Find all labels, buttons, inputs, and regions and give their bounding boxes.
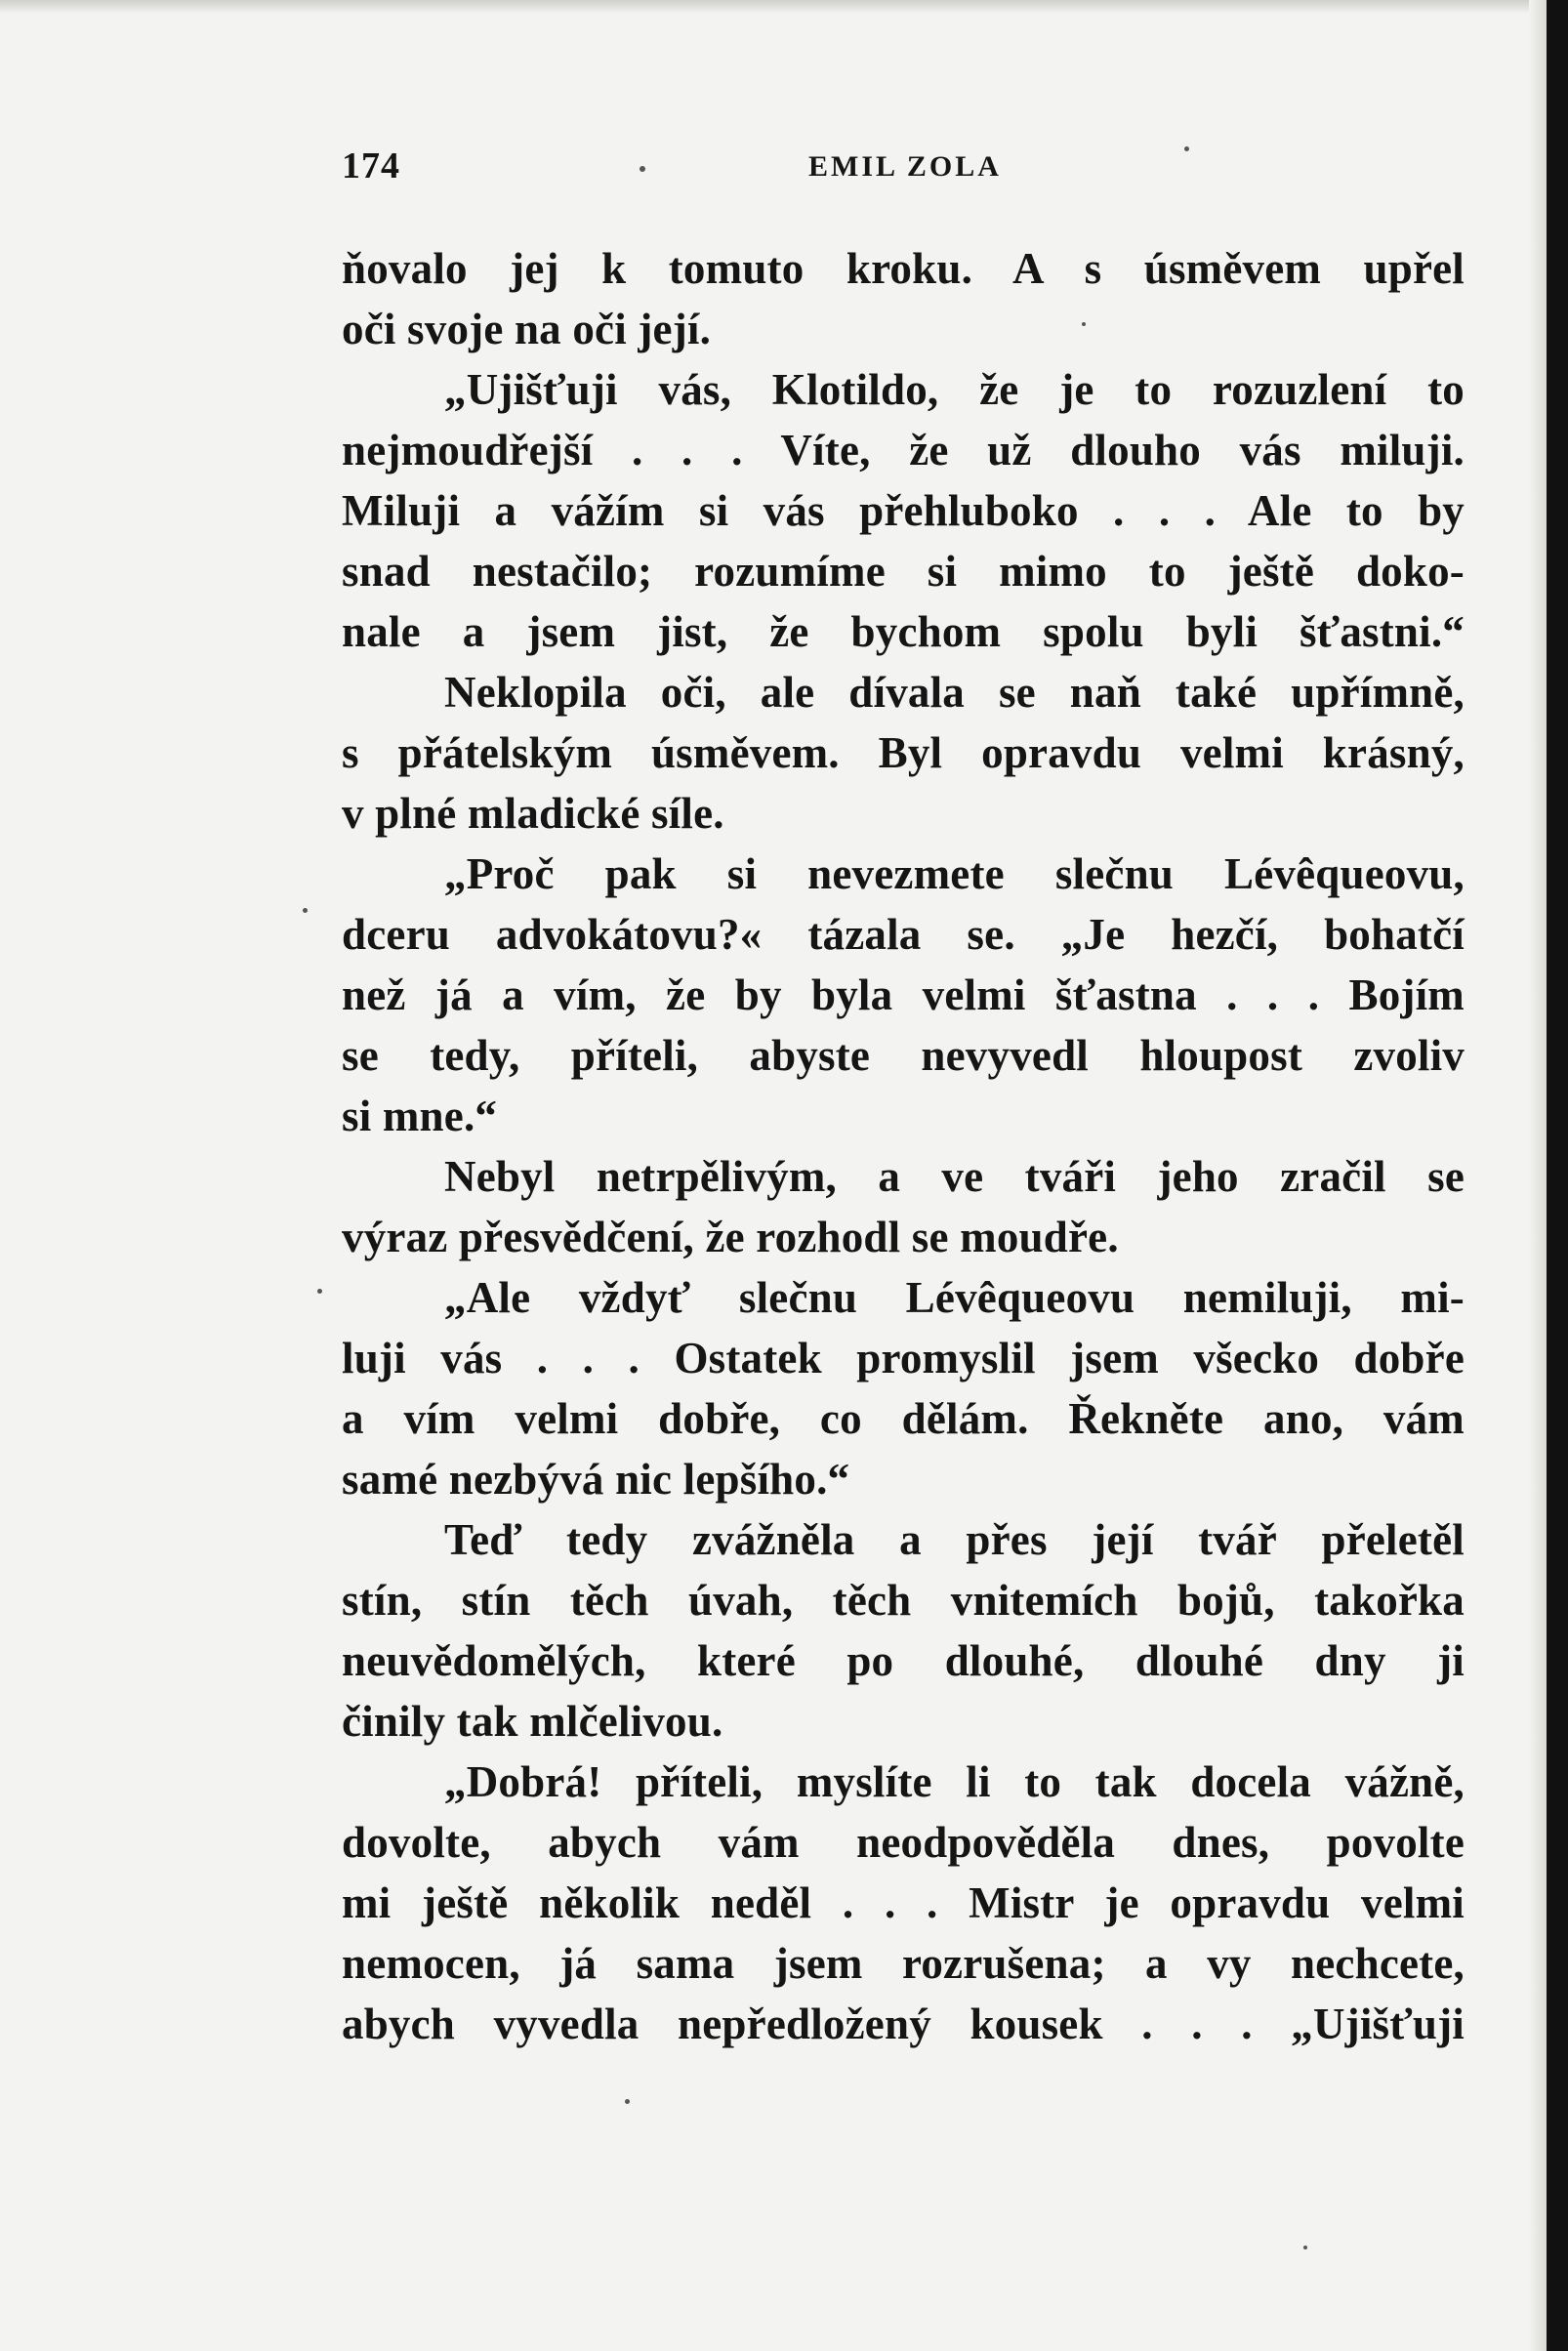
text-line: výraz přesvědčení, že rozhodl se moudře. — [342, 1213, 1119, 1261]
page-header — [342, 137, 1474, 195]
text-line: oči svoje na oči její. — [342, 305, 712, 353]
text-line: nale a jsem jist, že bychom spolu byli šťastni.“ — [342, 607, 1465, 656]
scan-gutter — [1529, 0, 1547, 2351]
text-line: nejmoudřejší . . . Víte, že už dlouho vás miluji. — [342, 426, 1465, 474]
text-line: s přátelským úsměvem. Byl opravdu velmi krásný, — [342, 728, 1465, 777]
scan-top-edge — [0, 0, 1568, 14]
text-line: Neklopila oči, ale dívala se naň také upřímně, — [444, 668, 1465, 717]
text-line: abych vyvedla nepředložený kousek . . . „Ujišťuji — [342, 2000, 1465, 2048]
text-line: si mne.“ — [342, 1092, 498, 1140]
text-line: Nebyl netrpělivým, a ve tváři jeho zračil se — [444, 1152, 1465, 1201]
text-line: Teď tedy zvážněla a přes její tvář přeletěl — [444, 1515, 1465, 1564]
text-line: nemocen, já sama jsem rozrušena; a vy nechcete, — [342, 1939, 1465, 1988]
text-line: „Dobrá! příteli, myslíte li to tak docela vážně, — [444, 1757, 1465, 1806]
text-line: Miluji a vážím si vás přehluboko . . . Ale to by — [342, 486, 1465, 535]
text-line: „Proč pak si nevezmete slečnu Lévêqueovu, — [444, 849, 1465, 898]
text-line: a vím velmi dobře, co dělám. Řekněte ano, vám — [342, 1394, 1465, 1443]
text-line: luji vás . . . Ostatek promyslil jsem všecko dobře — [342, 1334, 1465, 1382]
text-line: v plné mladické síle. — [342, 789, 724, 838]
page-number: 174 — [342, 145, 400, 186]
text-line: stín, stín těch úvah, těch vnitemích bojů, takořka — [342, 1576, 1465, 1625]
scan-right-edge — [1547, 0, 1568, 2351]
text-line: snad nestačilo; rozumíme si mimo to ještě doko- — [342, 547, 1465, 596]
text-line: mi ještě několik neděl . . . Mistr je opravdu velmi — [342, 1878, 1465, 1927]
scan-speck — [1303, 2246, 1307, 2249]
text-line: ňovalo jej k tomuto kroku. A s úsměvem upřel — [342, 244, 1465, 293]
scan-speck — [303, 908, 308, 913]
scan-speck — [625, 2099, 630, 2104]
text-line: „Ale vždyť slečnu Lévêqueovu nemiluji, mi- — [444, 1273, 1465, 1322]
scan-speck — [1184, 146, 1189, 151]
running-head: EMIL ZOLA — [808, 150, 1002, 183]
text-line: se tedy, příteli, abyste nevyvedl hloupost zvoliv — [342, 1031, 1465, 1080]
scan-speck — [1082, 322, 1086, 326]
text-line: než já a vím, že by byla velmi šťastna . . . Bojím — [342, 970, 1465, 1019]
text-line: neuvědomělých, které po dlouhé, dlouhé dny ji — [342, 1636, 1465, 1685]
scan-speck — [640, 166, 645, 172]
text-line: dovolte, abych vám neodpověděla dnes, povolte — [342, 1818, 1465, 1867]
scan-speck — [317, 1289, 322, 1294]
text-line: samé nezbývá nic lepšího.“ — [342, 1455, 850, 1504]
body-text — [342, 238, 1465, 2054]
text-line: činily tak mlčelivou. — [342, 1697, 723, 1746]
text-line: „Ujišťuji vás, Klotildo, že je to rozuzlení to — [444, 365, 1465, 414]
text-line: dceru advokátovu?« tázala se. „Je hezčí, bohatčí — [342, 910, 1465, 959]
